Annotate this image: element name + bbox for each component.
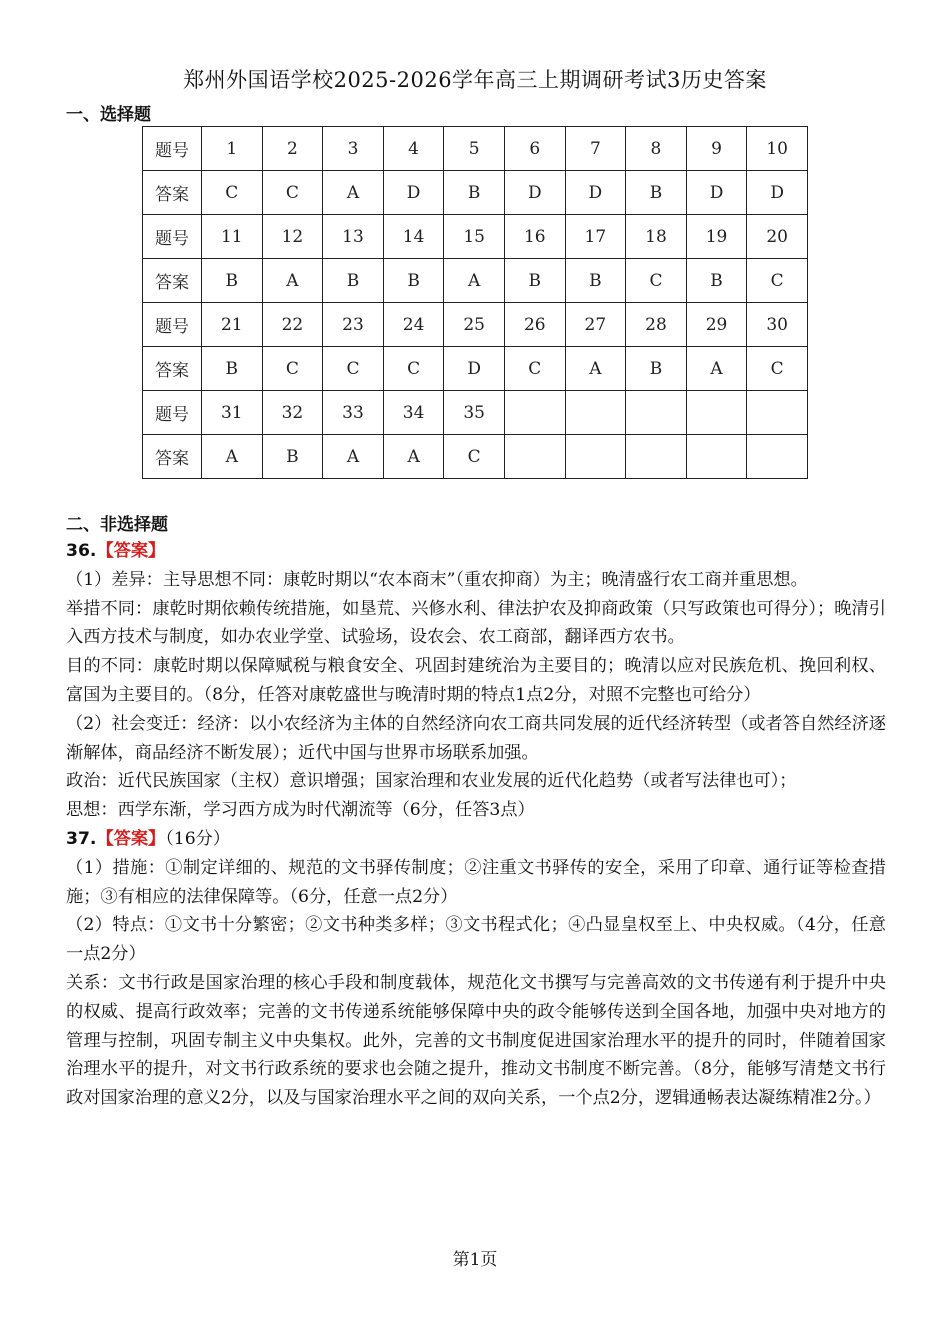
table-cell: 22 bbox=[262, 303, 323, 347]
table-cell: 20 bbox=[747, 215, 808, 259]
question-number: 36. bbox=[66, 541, 97, 561]
table-cell: C bbox=[262, 171, 323, 215]
table-cell: B bbox=[323, 259, 384, 303]
q36-paragraph: 目的不同：康乾时期以保障赋税与粮食安全、巩固封建统治为主要目的；晚清以应对民族危机、挽回利权、富国为主要目的。（8分，任答对康乾盛世与晚清时期的特点1点2分，对照不完整也可给分） bbox=[66, 656, 886, 705]
table-cell: C bbox=[504, 347, 565, 391]
q37-paragraph: （1）措施：①制定详细的、规范的文书驿传制度；②注重文书驿传的安全，采用了印章、通行证等检查措施；③有相应的法律保障等。（6分，任意一点2分） bbox=[66, 857, 886, 907]
answer-row bbox=[143, 347, 808, 391]
table-cell: 6 bbox=[504, 127, 565, 171]
table-cell: 5 bbox=[444, 127, 505, 171]
page-title: 郑州外国语学校2025-2026学年高三上期调研考试3历史答案 bbox=[183, 68, 767, 92]
table-cell: A bbox=[686, 347, 747, 391]
page-number: 第1页 bbox=[452, 1250, 498, 1270]
table-cell: 1 bbox=[202, 127, 263, 171]
table-cell: B bbox=[202, 259, 263, 303]
answer-body bbox=[66, 537, 886, 1113]
table-cell: 2 bbox=[262, 127, 323, 171]
table-cell: 16 bbox=[504, 215, 565, 259]
table-cell: 19 bbox=[686, 215, 747, 259]
table-cell: D bbox=[565, 171, 626, 215]
table-cell: 12 bbox=[262, 215, 323, 259]
table-cell: 26 bbox=[504, 303, 565, 347]
table-cell: C bbox=[202, 171, 263, 215]
table-cell: B bbox=[504, 259, 565, 303]
table-cell bbox=[686, 435, 747, 479]
answer-tag: 【答案】 bbox=[96, 828, 166, 849]
q36-paragraph: 举措不同：康乾时期依赖传统措施，如垦荒、兴修水利、律法护农及抑商政策（只写政策也可得分）；晚清引入西方技术与制度，如办农业学堂、试验场，设农会、农工商部，翻译西方农书。 bbox=[66, 598, 886, 648]
table-cell: B bbox=[262, 435, 323, 479]
table-cell: 32 bbox=[262, 391, 323, 435]
q37-paragraph: （2）特点：①文书十分繁密；②文书种类多样；③文书程式化；④凸显皇权至上、中央权威。（4分，任意一点2分） bbox=[66, 915, 886, 965]
table-cell: 14 bbox=[383, 215, 444, 259]
table-cell bbox=[747, 391, 808, 435]
table-cell: A bbox=[383, 435, 444, 479]
row-label-cell: 题号 bbox=[143, 391, 202, 435]
table-cell: A bbox=[202, 435, 263, 479]
table-cell: 7 bbox=[565, 127, 626, 171]
question-number: 37. bbox=[66, 828, 97, 849]
table-cell: 25 bbox=[444, 303, 505, 347]
table-cell: A bbox=[323, 171, 384, 215]
table-cell: D bbox=[383, 171, 444, 215]
table-cell: 35 bbox=[444, 391, 505, 435]
table-cell: 8 bbox=[626, 127, 687, 171]
table-cell bbox=[626, 391, 687, 435]
table-cell: 11 bbox=[202, 215, 263, 259]
q37-paragraph: 关系：文书行政是国家治理的核心手段和制度载体，规范化文书撰写与完善高效的文书传递有利于提升中央的权威、提高行政效率；完善的文书传递系统能够保障中央的政令能够传送到全国各地，加强中央对地方的管理与控制，巩固专制主义中央集权。此外，完善的文书制度促进国家治理水平的提升的同时，伴随着国家治理水平的提升，对文书行政系统的要求也会随之提升，推动文书制度不断完善。（8分，能够写清楚文书行政对国家治理的意义2分，以及与国家治理水平之间的双向关系，一个点2分，逻辑通畅表达凝练精准2分。） bbox=[66, 972, 886, 1109]
table-cell: D bbox=[686, 171, 747, 215]
row-label-cell: 题号 bbox=[143, 303, 202, 347]
table-cell: 29 bbox=[686, 303, 747, 347]
table-cell: 27 bbox=[565, 303, 626, 347]
table-cell: C bbox=[323, 347, 384, 391]
table-cell: 33 bbox=[323, 391, 384, 435]
table-cell bbox=[504, 435, 565, 479]
table-cell: 28 bbox=[626, 303, 687, 347]
table-cell: 31 bbox=[202, 391, 263, 435]
question-number-row bbox=[143, 127, 808, 171]
question-number-row bbox=[143, 215, 808, 259]
table-cell: C bbox=[262, 347, 323, 391]
table-cell: 21 bbox=[202, 303, 263, 347]
table-cell: D bbox=[747, 171, 808, 215]
table-cell: 13 bbox=[323, 215, 384, 259]
table-cell bbox=[565, 435, 626, 479]
row-label-cell: 答案 bbox=[143, 435, 202, 479]
row-label-cell: 题号 bbox=[143, 127, 202, 171]
answer-tag: 【答案】 bbox=[96, 541, 166, 561]
table-cell: A bbox=[565, 347, 626, 391]
table-cell: 9 bbox=[686, 127, 747, 171]
table-cell: 34 bbox=[383, 391, 444, 435]
question-number-row bbox=[143, 303, 808, 347]
answer-row bbox=[143, 171, 808, 215]
table-cell bbox=[565, 391, 626, 435]
table-cell: 17 bbox=[565, 215, 626, 259]
answer-row bbox=[143, 435, 808, 479]
q36-paragraph: （2）社会变迁：经济：以小农经济为主体的自然经济向农工商共同发展的近代经济转型（或者答自然经济逐渐解体，商品经济不断发展）；近代中国与世界市场联系加强。 bbox=[66, 713, 886, 763]
table-cell: C bbox=[747, 259, 808, 303]
table-cell: 18 bbox=[626, 215, 687, 259]
q36-paragraph: （1）差异：主导思想不同：康乾时期以“农本商末”（重农抑商）为主；晚清盛行农工商并重思想。 bbox=[66, 569, 808, 590]
table-cell: B bbox=[565, 259, 626, 303]
table-cell: 24 bbox=[383, 303, 444, 347]
table-cell: 30 bbox=[747, 303, 808, 347]
table-cell: 10 bbox=[747, 127, 808, 171]
table-cell: 23 bbox=[323, 303, 384, 347]
answer-table bbox=[142, 126, 808, 479]
table-cell: C bbox=[383, 347, 444, 391]
q36-paragraph: 政治：近代民族国家（主权）意识增强；国家治理和农业发展的近代化趋势（或者写法律也可）； bbox=[66, 771, 797, 792]
table-cell: B bbox=[444, 171, 505, 215]
score-note: （16分） bbox=[165, 828, 231, 849]
table-cell: B bbox=[626, 171, 687, 215]
row-label-cell: 答案 bbox=[143, 259, 202, 303]
question-37-header bbox=[66, 825, 886, 854]
section-heading-nonchoice: 二、非选择题 bbox=[66, 515, 168, 535]
row-label-cell: 答案 bbox=[143, 171, 202, 215]
table-cell: B bbox=[686, 259, 747, 303]
table-cell: 4 bbox=[383, 127, 444, 171]
q36-paragraph: 思想：西学东渐，学习西方成为时代潮流等（6分，任答3点） bbox=[66, 800, 535, 821]
section-heading-choice: 一、选择题 bbox=[66, 105, 151, 125]
table-cell: C bbox=[626, 259, 687, 303]
table-cell bbox=[626, 435, 687, 479]
table-cell: 3 bbox=[323, 127, 384, 171]
table-cell: D bbox=[444, 347, 505, 391]
table-cell bbox=[747, 435, 808, 479]
answer-row bbox=[143, 259, 808, 303]
question-36-header bbox=[66, 537, 886, 566]
table-cell: B bbox=[383, 259, 444, 303]
table-cell bbox=[504, 391, 565, 435]
table-cell bbox=[686, 391, 747, 435]
table-cell: D bbox=[504, 171, 565, 215]
table-cell: 15 bbox=[444, 215, 505, 259]
row-label-cell: 题号 bbox=[143, 215, 202, 259]
table-cell: A bbox=[444, 259, 505, 303]
table-cell: C bbox=[444, 435, 505, 479]
table-cell: C bbox=[747, 347, 808, 391]
table-cell: B bbox=[626, 347, 687, 391]
table-cell: B bbox=[202, 347, 263, 391]
question-number-row bbox=[143, 391, 808, 435]
table-cell: A bbox=[323, 435, 384, 479]
row-label-cell: 答案 bbox=[143, 347, 202, 391]
table-cell: A bbox=[262, 259, 323, 303]
